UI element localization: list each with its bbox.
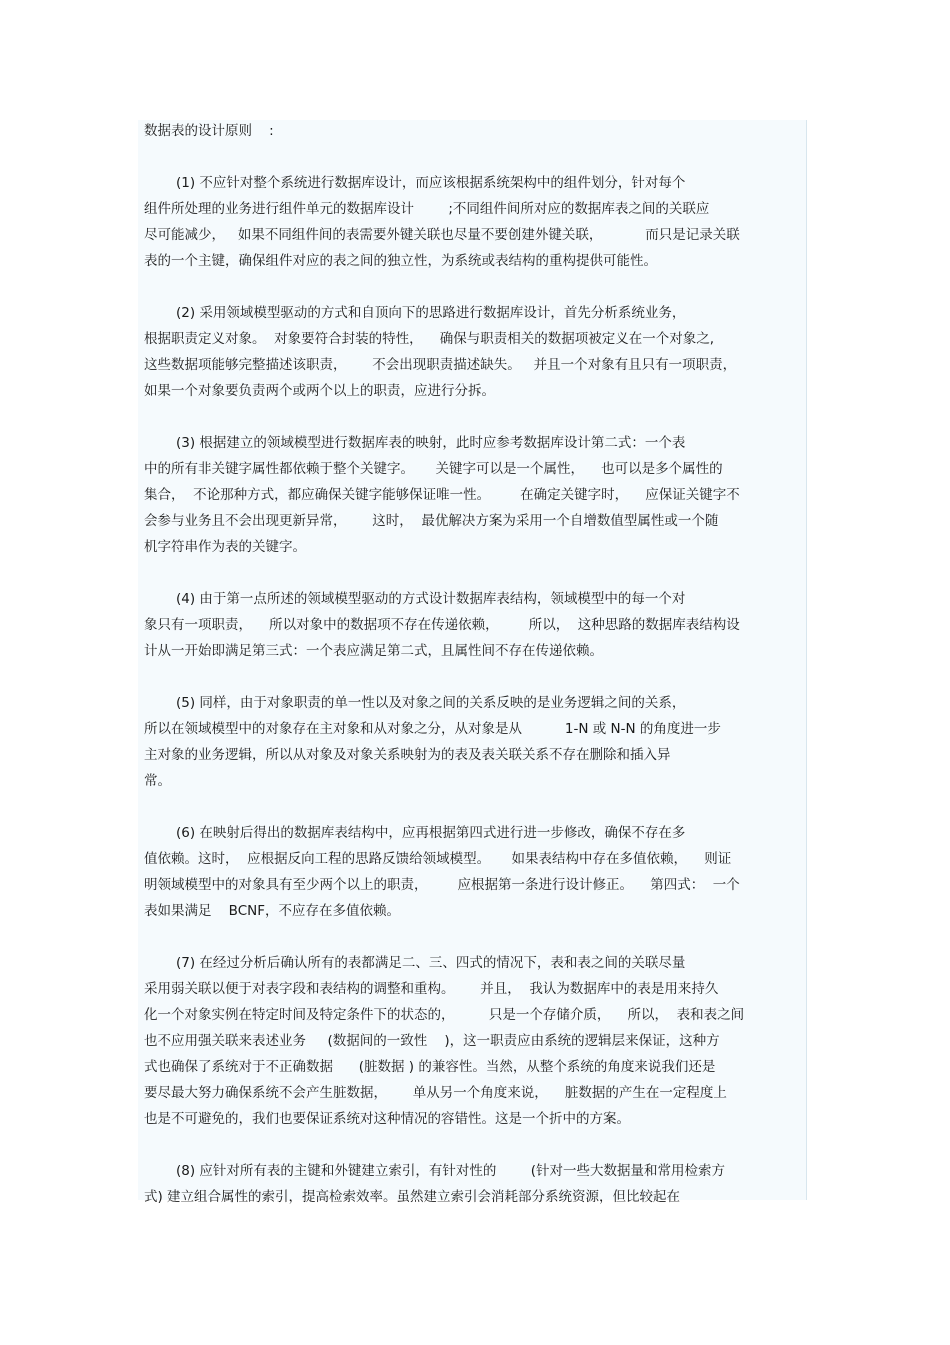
paragraph-line: 根据职责定义对象。 对象要符合封装的特性， 确保与职责相关的数据项被定义在一个对象之, — [144, 331, 715, 347]
paragraph-2 — [144, 300, 808, 404]
paragraph-line: 主对象的业务逻辑，所以从对象及对象关系映射为的表及表关联关系不存在删除和插入异 — [144, 747, 671, 763]
paragraph-line: 式也确保了系统对于不正确数据 (脏数据 ) 的兼容性。当然，从整个系统的角度来说我们还是 — [144, 1059, 716, 1075]
paragraph-line: 也不应用强关联来表述业务 (数据间的一致性 )，这一职责应由系统的逻辑层来保证，这种方 — [144, 1033, 720, 1049]
paragraph-line: 象只有一项职责， 所以对象中的数据项不存在传递依赖， 所以， 这种思路的数据库表结构设 — [144, 617, 740, 633]
paragraph-line: 组件所处理的业务进行组件单元的数据库设计 ;不同组件间所对应的数据库表之间的关联应 — [144, 201, 710, 217]
paragraph-line: 中的所有非关键字属性都依赖于整个关键字。 关键字可以是一个属性， 也可以是多个属性的 — [144, 461, 723, 477]
paragraph-line: 所以在领域模型中的对象存在主对象和从对象之分，从对象是从 1-N 或 N-N 的角度进一步 — [144, 721, 721, 737]
paragraph-line: 常。 — [144, 773, 171, 789]
paragraph-line: (3) 根据建立的领域模型进行数据库表的映射，此时应参考数据库设计第二式：一个表 — [176, 435, 686, 451]
paragraph-line: 计从一开始即满足第三式：一个表应满足第二式，且属性间不存在传递依赖。 — [144, 643, 603, 659]
paragraph-line: 尽可能减少， 如果不同组件间的表需要外键关联也尽量不要创建外键关联， 而只是记录关联 — [144, 227, 740, 243]
paragraph-line: 值依赖。这时， 应根据反向工程的思路反馈给领域模型。 如果表结构中存在多值依赖， 则证 — [144, 851, 732, 867]
paragraph-line: (2) 采用领域模型驱动的方式和自顶向下的思路进行数据库设计，首先分析系统业务， — [176, 305, 686, 321]
document-title: 数据表的设计原则 : — [144, 123, 274, 139]
paragraph-line: 也是不可避免的，我们也要保证系统对这种情况的容错性。这是一个折中的方案。 — [144, 1111, 630, 1127]
paragraph-line: (6) 在映射后得出的数据库表结构中，应再根据第四式进行进一步修改，确保不存在多 — [176, 825, 686, 841]
paragraph-line: (7) 在经过分析后确认所有的表都满足二、三、四式的情况下，表和表之间的关联尽量 — [176, 955, 686, 971]
paragraph-3 — [144, 430, 808, 560]
paragraph-line: (4) 由于第一点所述的领域模型驱动的方式设计数据库表结构，领域模型中的每一个对 — [176, 591, 686, 607]
paragraph-1 — [144, 170, 808, 274]
paragraph-line: 这些数据项能够完整描述该职责， 不会出现职责描述缺失。 并且一个对象有且只有一项职责， — [144, 357, 737, 373]
paragraph-6 — [144, 820, 808, 924]
paragraph-7 — [144, 950, 808, 1132]
paragraph-line: 表的一个主键，确保组件对应的表之间的独立性，为系统或表结构的重构提供可能性。 — [144, 253, 657, 269]
paragraph-line: 机字符串作为表的关键字。 — [144, 539, 306, 555]
paragraph-line: (1) 不应针对整个系统进行数据库设计，而应该根据系统架构中的组件划分，针对每个 — [176, 175, 686, 191]
paragraph-line: (8) 应针对所有表的主键和外键建立索引，有针对性的 (针对一些大数据量和常用检索方 — [176, 1163, 726, 1179]
paragraph-line: 式) 建立组合属性的索引，提高检索效率。虽然建立索引会消耗部分系统资源，但比较起在 — [144, 1189, 681, 1205]
paragraph-line: 采用弱关联以便于对表字段和表结构的调整和重构。 并且， 我认为数据库中的表是用来持久 — [144, 981, 719, 997]
document-body — [144, 118, 808, 1210]
paragraph-line: 要尽最大努力确保系统不会产生脏数据， 单从另一个角度来说， 脏数据的产生在一定程度上 — [144, 1085, 727, 1101]
paragraph-line: 集合， 不论那种方式，都应确保关键字能够保证唯一性。 在确定关键字时， 应保证关键字不 — [144, 487, 740, 503]
paragraph-line: 表如果满足 BCNF，不应存在多值依赖。 — [144, 903, 400, 919]
paragraph-8 — [144, 1158, 808, 1210]
paragraph-line: 明领域模型中的对象具有至少两个以上的职责， 应根据第一条进行设计修正。 第四式： 一个 — [144, 877, 740, 893]
paragraph-4 — [144, 586, 808, 664]
paragraph-5 — [144, 690, 808, 794]
paragraph-line: (5) 同样，由于对象职责的单一性以及对象之间的关系反映的是业务逻辑之间的关系， — [176, 695, 686, 711]
paragraph-line: 会参与业务且不会出现更新异常， 这时， 最优解决方案为采用一个自增数值型属性或一个随 — [144, 513, 719, 529]
paragraph-line: 如果一个对象要负责两个或两个以上的职责，应进行分拆。 — [144, 383, 495, 399]
paragraph-line: 化一个对象实例在特定时间及特定条件下的状态的， 只是一个存储介质， 所以， 表和表之间 — [144, 1007, 745, 1023]
